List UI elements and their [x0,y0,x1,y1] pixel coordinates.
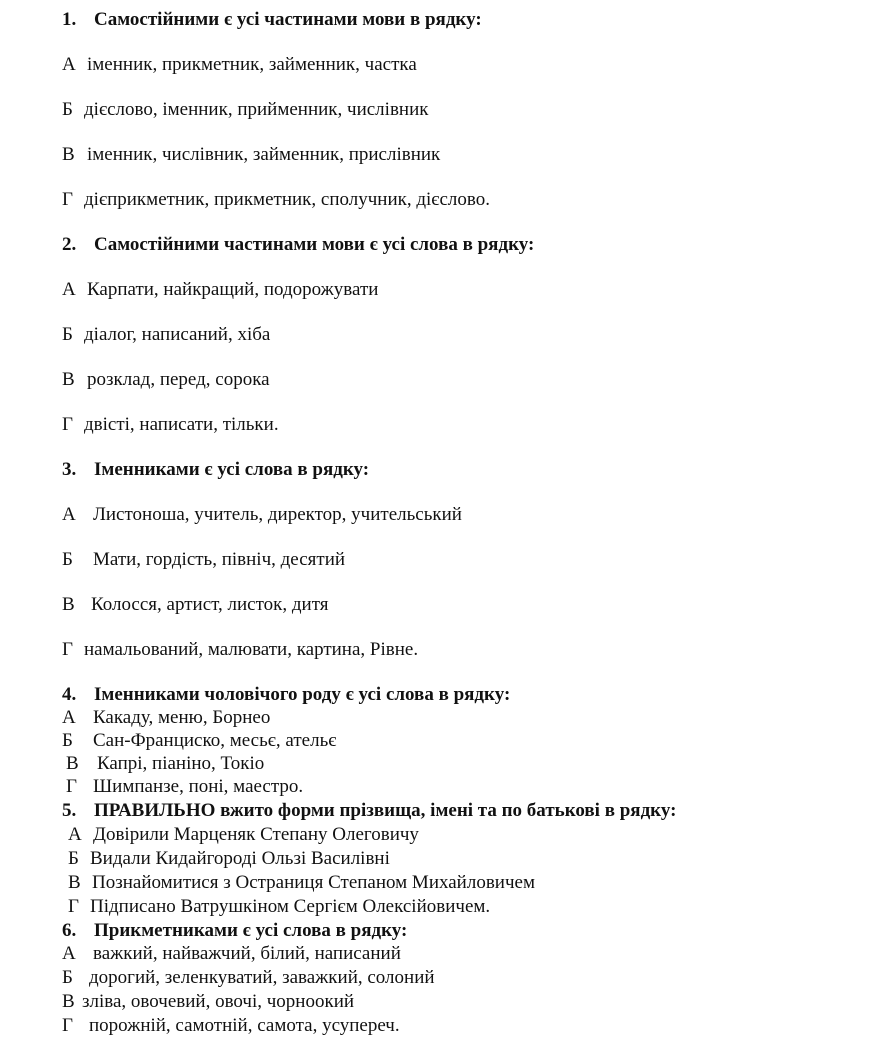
option-text: дієслово, іменник, прийменник, числівник [84,99,429,120]
question-2-option-b [62,324,270,346]
option-text: важкий, найважчий, білий, написаний [93,943,401,964]
option-letter: А [62,943,76,964]
option-text: розклад, перед, сорока [87,369,270,390]
option-text: намальований, малювати, картина, Рівне. [84,639,419,660]
question-6-option-d [62,1015,400,1037]
option-letter: Б [62,99,73,120]
question-1-option-a [62,54,417,76]
question-2-option-d [62,414,279,436]
question-number: 2. [62,234,77,255]
question-5-option-a [68,824,419,846]
option-text: Видали Кидайгороді Ользі Василівні [90,848,390,869]
option-letter: В [62,991,75,1012]
option-letter: Г [62,1015,73,1036]
option-text: Підписано Ватрушкіном Сергієм Олексійовичем. [90,896,491,917]
question-text: ПРАВИЛЬНО вжито форми прізвища, імені та по батькові в рядку: [94,800,677,821]
option-text: дорогий, зеленкуватий, заважкий, солоний [89,967,435,988]
question-2-option-a [62,279,378,301]
question-3-heading [62,459,369,481]
option-letter: Б [62,967,73,988]
option-text: іменник, числівник, займенник, прислівник [87,144,441,165]
option-letter: В [68,872,81,893]
option-letter: А [62,54,76,75]
option-letter: Г [66,776,77,797]
option-text: Капрі, піаніно, Токіо [97,753,265,774]
option-letter: Б [62,324,73,345]
option-letter: Г [62,189,73,210]
option-letter: Г [62,639,73,660]
question-2-option-c [62,369,270,391]
question-3-option-a [62,504,462,526]
option-letter: А [62,279,76,300]
question-4-heading [62,684,510,706]
question-5-option-d [68,896,490,918]
question-3-option-b [62,549,345,571]
option-letter: В [62,144,75,165]
option-text: Познайомитися з Остраниця Степаном Михайловичем [92,872,535,893]
question-6-option-b [62,967,435,989]
question-3-option-d [62,639,418,661]
option-text: порожній, самотній, самота, усупереч. [89,1015,400,1036]
option-letter: А [62,504,76,525]
option-text: діалог, написаний, хіба [84,324,271,345]
question-6-option-a [62,943,401,965]
question-4-option-c [66,753,264,775]
question-text: Прикметниками є усі слова в рядку: [94,920,408,941]
question-2-heading [62,234,534,256]
option-letter: Г [68,896,79,917]
question-4-option-a [62,707,270,729]
option-letter: А [68,824,82,845]
question-text: Самостійними частинами мови є усі слова в рядку: [94,234,535,255]
question-4-option-d [66,776,303,798]
question-3-option-c [62,594,329,616]
question-number: 5. [62,800,77,821]
question-1-option-b [62,99,428,121]
option-text: Довірили Марценяк Степану Олеговичу [93,824,419,845]
option-text: Сан-Франциско, месьє, ательє [93,730,337,751]
option-letter: Б [62,730,73,751]
option-letter: Б [68,848,79,869]
option-letter: В [66,753,79,774]
option-text: Шимпанзе, поні, маестро. [93,776,304,797]
option-letter: А [62,707,76,728]
question-text: Самостійними є усі частинами мови в рядку: [94,9,482,30]
question-number: 1. [62,9,77,30]
option-text: Листоноша, учитель, директор, учительський [93,504,462,525]
question-6-option-c [62,991,354,1013]
option-letter: В [62,594,75,615]
question-number: 4. [62,684,77,705]
option-text: Колосся, артист, листок, дитя [91,594,329,615]
question-text: Іменниками є усі слова в рядку: [94,459,370,480]
question-number: 3. [62,459,77,480]
option-text: іменник, прикметник, займенник, частка [87,54,417,75]
question-text: Іменниками чоловічого роду є усі слова в рядку: [94,684,511,705]
question-5-heading [62,800,676,822]
option-letter: Г [62,414,73,435]
option-letter: В [62,369,75,390]
question-5-option-c [68,872,535,894]
question-1-option-d [62,189,490,211]
question-6-heading [62,920,407,942]
question-1-option-c [62,144,440,166]
option-text: Карпати, найкращий, подорожувати [87,279,379,300]
option-text: Мати, гордість, північ, десятий [93,549,346,570]
question-5-option-b [68,848,390,870]
option-letter: Б [62,549,73,570]
question-4-option-b [62,730,336,752]
option-text: зліва, овочевий, овочі, чорноокий [82,991,355,1012]
option-text: двісті, написати, тільки. [84,414,279,435]
option-text: дієприкметник, прикметник, сполучник, дієслово. [84,189,490,210]
question-number: 6. [62,920,77,941]
question-1-heading [62,9,482,31]
option-text: Какаду, меню, Борнео [93,707,271,728]
